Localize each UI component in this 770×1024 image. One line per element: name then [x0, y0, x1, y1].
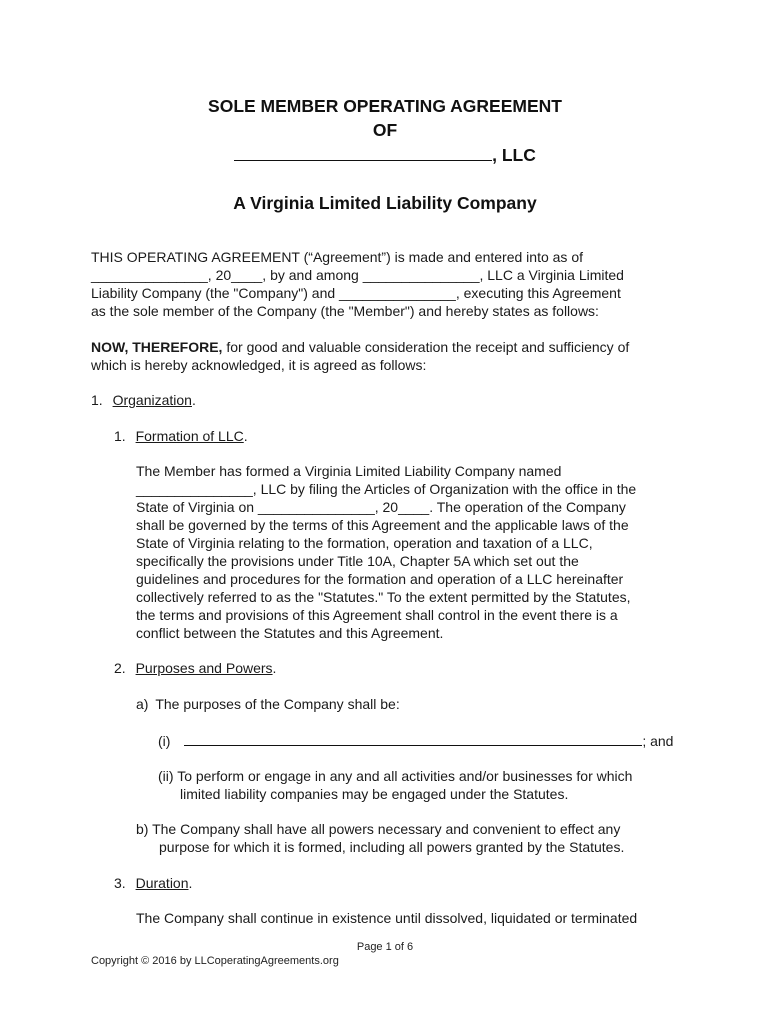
body-line: conflict between the Statutes and this Agreement.: [136, 625, 444, 641]
body-line: the terms and provisions of this Agreement shall control in the event there is a: [136, 607, 618, 623]
body-line: State of Virginia on _______________, 20____. The operation of the Company: [136, 499, 626, 515]
section-title: Organization: [112, 392, 192, 408]
now-therefore-bold: NOW, THEREFORE,: [91, 339, 223, 355]
llc-suffix: , LLC: [492, 145, 536, 165]
body-line: specifically the provisions under Title 10A, Chapter 5A which set out the: [136, 553, 579, 569]
llc-name-blank: [234, 142, 492, 161]
purpose-blank: [184, 731, 642, 746]
item-label: b): [136, 821, 149, 837]
item-suffix: ; and: [642, 733, 674, 749]
body-line: collectively referred to as the "Statutes." To the extent permitted by the Statutes,: [136, 589, 631, 605]
title-line-2: OF: [372, 120, 398, 140]
item-b: [136, 820, 624, 856]
item-a: [136, 695, 400, 713]
section-1-heading: 1. Organization.: [91, 392, 196, 408]
intro-line: as the sole member of the Company (the "Member") and hereby states as follows:: [91, 303, 599, 319]
subsection-2-heading: 2. Purposes and Powers.: [114, 660, 277, 676]
copyright: Copyright © 2016 by LLCoperatingAgreements.org: [91, 955, 339, 967]
intro-line: Liability Company (the "Company") and _______________, executing this Agreement: [91, 285, 621, 301]
subsection-title: Purposes and Powers: [135, 660, 273, 676]
title-line-1: SOLE MEMBER OPERATING AGREEMENT: [208, 96, 562, 116]
body-line: The Member has formed a Virginia Limited Liability Company named: [136, 463, 562, 479]
subsection-title: Formation of LLC: [135, 428, 244, 444]
item-label: (ii): [158, 768, 174, 784]
formation-body: [136, 462, 636, 642]
body-line: _______________, LLC by filing the Articles of Organization with the office in the: [136, 481, 637, 497]
subsection-3-heading: 3. Duration.: [114, 875, 193, 891]
body-line: guidelines and procedures for the formation and operation of a LLC hereinafter: [136, 571, 624, 587]
now-therefore-paragraph: [91, 338, 629, 374]
subsection-number: 2.: [114, 660, 126, 676]
duration-body: The Company shall continue in existence until dissolved, liquidated or terminated: [136, 910, 638, 926]
item-i: [158, 731, 673, 750]
intro-line: _______________, 20____, by and among _______________, LLC a Virginia Limited: [91, 267, 624, 283]
item-text: The Company shall have all powers necessary and convenient to effect any: [152, 821, 621, 837]
item-label: a): [136, 696, 149, 712]
item-text-line-2: purpose for which it is formed, including all powers granted by the Statutes.: [159, 839, 625, 855]
subsection-number: 3.: [114, 875, 126, 891]
subsection-1-heading: 1. Formation of LLC.: [114, 428, 248, 444]
intro-line: THIS OPERATING AGREEMENT (“Agreement”) is made and entered into as of: [91, 249, 583, 265]
now-therefore-line-2: which is hereby acknowledged, it is agreed as follows:: [91, 357, 427, 373]
item-ii: [158, 767, 632, 803]
section-number: 1.: [91, 392, 103, 408]
item-label: (i): [158, 733, 171, 749]
body-line: State of Virginia relating to the formation, operation and taxation of a LLC,: [136, 535, 593, 551]
page-number: Page 1 of 6: [356, 941, 414, 953]
subsection-title: Duration: [135, 875, 189, 891]
title-line-3: [0, 142, 770, 167]
subtitle: A Virginia Limited Liability Company: [233, 193, 537, 213]
subsection-number: 1.: [114, 428, 126, 444]
item-text: The purposes of the Company shall be:: [155, 696, 400, 712]
body-line: shall be governed by the terms of this Agreement and the applicable laws of the: [136, 517, 629, 533]
intro-paragraph: [91, 248, 624, 320]
item-text: To perform or engage in any and all activities and/or businesses for which: [177, 768, 633, 784]
item-text-line-2: limited liability companies may be engaged under the Statutes.: [180, 786, 569, 802]
now-therefore-text: for good and valuable consideration the receipt and sufficiency of: [222, 339, 630, 355]
